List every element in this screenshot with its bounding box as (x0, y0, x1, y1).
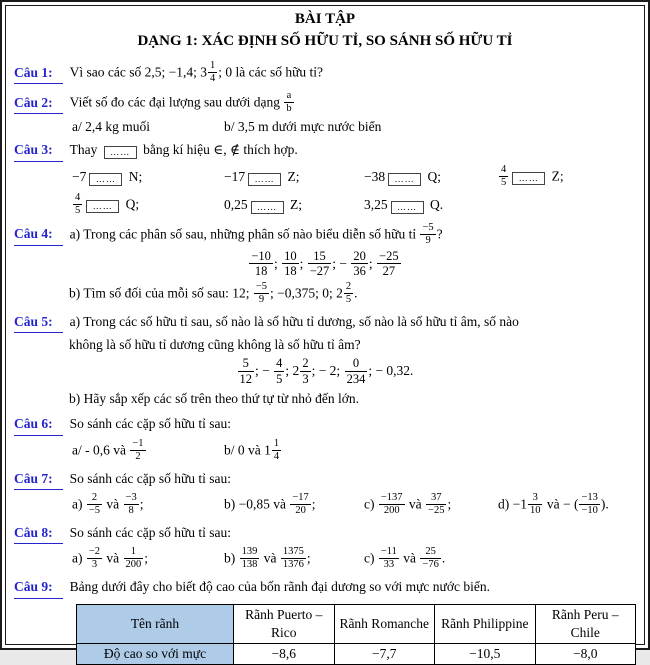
question-cell: −7 …… N; (72, 168, 143, 184)
question-label: Câu 1: (14, 63, 63, 84)
questions-list (14, 61, 636, 599)
fraction-numerator: 15 (308, 249, 332, 264)
question-cau-9 (14, 577, 636, 598)
fraction-numerator: −5 (254, 281, 269, 294)
question-line: Câu 7: So sánh các cặp số hữu tỉ sau: (14, 469, 636, 490)
fraction-denominator: 18 (284, 264, 297, 279)
question-cell: −38 …… Q; (364, 168, 441, 184)
fraction (271, 438, 282, 463)
fraction-numerator: 2 (302, 356, 309, 371)
fraction-numerator: 4 (276, 356, 283, 371)
fraction-denominator: 36 (353, 264, 366, 279)
dotted-box: …… (89, 173, 122, 186)
fraction (425, 492, 447, 517)
question-line: Câu 3: Thay …… bằng kí hiệu ∈, ∉ thích hợp. (14, 140, 636, 161)
fraction-numerator: −25 (379, 248, 399, 263)
question-line: b) Hãy sắp xếp các số trên theo thứ tự từ nhỏ đến lớn. (69, 391, 360, 406)
table-cell: Rãnh Philippine (435, 604, 536, 643)
dotted-box: …… (251, 201, 284, 214)
page-title: BÀI TẬP (294, 11, 356, 27)
table-cell: Rãnh Peru – Chile (535, 604, 636, 643)
question-cell: $\frac{4}{5}$ …… Q; (72, 193, 224, 218)
question-line: $\frac{5}{12}$ ; − $\frac{4}{5}$ ; 2 $\frac{2}{3}$ ; − 2; $\frac{0}{234}$ ; − 0,32. (14, 357, 636, 387)
fraction-denominator: 8 (128, 504, 134, 516)
question-cell: 3,25 …… Q. (364, 196, 444, 212)
table-row-header: Độ cao so với mực (77, 644, 234, 665)
fraction-numerator: 5 (238, 356, 255, 371)
question-line: Câu 5: a) Trong các số hữu tỉ sau, số nào là số hữu tỉ dương, số nào là số hữu tỉ âm, số nào (14, 312, 636, 333)
fraction-denominator: −27 (309, 264, 330, 279)
fraction-denominator: 1376 (282, 559, 304, 571)
question-line: b) Tìm số đối của mỗi số sau: 12; $\frac{-5}{9}$ ; −0,375; 0; 2 $\frac{2}{5}$ . (69, 280, 358, 305)
question-cell: 0,25 …… Z; (224, 196, 302, 212)
dotted-box: …… (388, 173, 421, 186)
fraction (239, 546, 261, 571)
fraction (299, 356, 311, 386)
fraction-numerator: 1 (208, 60, 217, 73)
fraction-numerator: 1375 (281, 546, 306, 559)
question-label: Câu 9: (14, 577, 63, 598)
fraction-denominator: 20 (295, 504, 306, 516)
question-label: Câu 7: (14, 469, 63, 490)
question-row (72, 547, 636, 572)
question-cell: c) $\frac{-11}{33}$ và $\frac{25}{-76}$ . (364, 546, 446, 571)
fraction-denominator: 9 (425, 234, 431, 246)
question-cell: a) $\frac{-2}{3}$ và $\frac{1}{200}$ ; (72, 546, 149, 571)
fraction-denominator: b (286, 103, 292, 115)
question-cell: −17 …… Z; (224, 168, 300, 184)
table-cell: Rãnh Puerto – Rico (234, 604, 335, 643)
table-cell: −7,7 (334, 644, 435, 665)
fraction (344, 356, 369, 386)
fraction-numerator: 25 (420, 546, 440, 559)
ocean-trench-table (76, 604, 636, 665)
fraction (419, 546, 441, 571)
fraction (281, 249, 300, 279)
fraction (253, 281, 270, 306)
fraction (123, 492, 140, 517)
question-row (72, 493, 636, 518)
fraction-numerator: 4 (499, 164, 508, 177)
fraction (578, 492, 600, 517)
fraction-numerator: 1 (124, 546, 144, 559)
question-cell: c) $\frac{-137}{200}$ và $\frac{37}{-25}$ ; (364, 491, 452, 516)
fraction (283, 90, 294, 115)
fraction-numerator: 2 (87, 492, 102, 505)
question-line: Câu 4: a) Trong các phân số sau, những phân số nào biểu diễn số hữu tỉ $\frac{-5}{9}$ ? (14, 221, 443, 246)
question-row (72, 439, 636, 464)
fraction-denominator: 5 (345, 293, 352, 305)
fraction-denominator: 10 (529, 504, 541, 516)
question-cau-4 (14, 223, 636, 307)
table-cell: Rãnh Romanche (334, 604, 435, 643)
fraction-denominator: 200 (125, 559, 142, 571)
question-cell: a/ 2,4 kg muối (72, 119, 150, 135)
question-cell: $\frac{4}{5}$ …… Z; (498, 165, 636, 190)
table-cell: −8,6 (234, 644, 335, 665)
question-line: không là số hữu tỉ dương cũng không là số hữu tỉ âm? (69, 337, 361, 352)
fraction-numerator: 0 (345, 356, 368, 371)
question-row (72, 193, 636, 218)
fraction-denominator: −10 (581, 504, 598, 516)
table-row-header: Tên rãnh (77, 604, 234, 643)
fraction-numerator: 20 (353, 248, 366, 263)
fraction-numerator: −11 (379, 546, 399, 559)
question-line: Câu 1: Vì sao các số 2,5; −1,4; 3 $\frac{1}{4}$ ; 0 là các số hữu tỉ? (14, 60, 324, 85)
fraction (207, 60, 218, 85)
fraction (498, 164, 509, 189)
fraction-numerator: −1 (130, 438, 145, 451)
fraction-numerator: 1 (272, 438, 281, 451)
question-label: Câu 6: (14, 414, 63, 435)
fraction (273, 356, 285, 386)
question-cell: b/ 0 và 1 $\frac{1}{4}$ (224, 439, 364, 464)
fraction-numerator: 37 (426, 492, 446, 505)
fraction (123, 546, 145, 571)
question-cau-6 (14, 414, 636, 463)
dotted-box: …… (248, 173, 281, 186)
fraction-numerator: 3 (528, 492, 543, 505)
question-cell: b) $\frac{139}{138}$ và $\frac{1375}{1376}$ ; (224, 546, 311, 571)
fraction-denominator: 2 (135, 450, 141, 462)
fraction-denominator: 234 (346, 371, 366, 386)
fraction-denominator: −5 (88, 504, 101, 516)
dotted-box: …… (391, 201, 424, 214)
fraction (86, 546, 103, 571)
fraction-numerator: 4 (73, 192, 82, 205)
fraction (237, 356, 256, 386)
fraction-denominator: 12 (239, 371, 253, 386)
question-cell: a) $\frac{2}{-5}$ và $\frac{-3}{8}$ ; (72, 491, 144, 516)
question-cau-1 (14, 61, 636, 86)
question-label: Câu 8: (14, 523, 63, 544)
question-cell: d) −1 $\frac{3}{10}$ và − ( $\frac{-13}{-10}$ ). (498, 491, 609, 516)
fraction-denominator: 33 (383, 559, 395, 571)
fraction-denominator: 4 (273, 450, 280, 462)
fraction-denominator: 3 (302, 371, 309, 386)
question-cau-3 (14, 140, 636, 218)
fraction-numerator: 10 (284, 248, 297, 263)
question-cell: b) −0,85 và $\frac{-17}{20}$ ; (224, 491, 316, 516)
fraction (248, 249, 274, 279)
fraction (343, 281, 354, 306)
fraction-numerator: −17 (290, 492, 310, 505)
fraction-denominator: −25 (428, 504, 445, 516)
page (5, 5, 645, 662)
question-label: Câu 3: (14, 140, 63, 161)
fraction-numerator: a (284, 90, 293, 103)
question-line: Câu 9: Bảng dưới đây cho biết độ cao của bốn rãnh đại dương so với mực nước biển. (14, 577, 636, 598)
question-line: $\frac{-10}{18}$ ; $\frac{10}{18}$ ; $\frac{15}{-27}$ ; − $\frac{20}{36}$ ; $\frac{-25}{27}$ (14, 250, 636, 280)
fraction (72, 192, 83, 217)
fraction-denominator: −76 (422, 559, 439, 571)
question-row (72, 165, 636, 190)
fraction (289, 492, 311, 517)
fraction-denominator: 27 (382, 264, 396, 279)
fraction (280, 546, 307, 571)
fraction-numerator: −13 (579, 492, 599, 505)
question-cau-7 (14, 469, 636, 518)
fraction (378, 492, 406, 517)
question-cau-5 (14, 312, 636, 410)
fraction (350, 249, 369, 279)
question-label: Câu 2: (14, 93, 63, 114)
fraction-denominator: 5 (501, 176, 507, 188)
fraction (376, 249, 402, 279)
dotted-box: …… (512, 172, 545, 185)
question-cau-2 (14, 91, 636, 135)
fraction (527, 492, 544, 517)
fraction-numerator: 139 (240, 546, 260, 559)
question-cell: a/ - 0,6 và $\frac{-1}{2}$ (72, 439, 224, 464)
fraction (86, 492, 103, 517)
fraction-denominator: 3 (91, 559, 98, 571)
fraction-denominator: 5 (75, 204, 81, 216)
question-cau-8 (14, 523, 636, 572)
dotted-box: …… (104, 146, 137, 159)
fraction-denominator: 4 (209, 73, 216, 85)
table-cell: −10,5 (435, 644, 536, 665)
table-row (77, 604, 636, 643)
fraction-denominator: 9 (258, 293, 265, 305)
fraction-denominator: 200 (383, 504, 400, 516)
question-line: Câu 6: So sánh các cặp số hữu tỉ sau: (14, 414, 636, 435)
fraction-denominator: 138 (241, 559, 258, 571)
fraction-numerator: −5 (420, 222, 435, 235)
question-cell: b/ 3,5 m dưới mực nước biển (224, 119, 382, 135)
question-line: Câu 8: So sánh các cặp số hữu tỉ sau: (14, 523, 636, 544)
question-row (72, 119, 636, 135)
question-label: Câu 4: (14, 224, 63, 245)
section-title: DẠNG 1: XÁC ĐỊNH SỐ HỮU TỈ, SO SÁNH SỐ HỮU TỈ (137, 33, 513, 49)
fraction-numerator: −3 (124, 492, 139, 505)
question-label: Câu 5: (14, 312, 63, 333)
fraction-denominator: 18 (254, 264, 268, 279)
fraction (419, 222, 436, 247)
fraction-denominator: 5 (276, 371, 283, 386)
question-line: Câu 2: Viết số đo các đại lượng sau dưới dạng $\frac{a}{b}$ (14, 91, 636, 116)
table-row (77, 644, 636, 665)
fraction (378, 546, 400, 571)
fraction-numerator: −137 (379, 492, 405, 505)
fraction-numerator: −10 (251, 248, 271, 263)
fraction-numerator: −2 (87, 546, 102, 559)
fraction (307, 249, 333, 279)
fraction (129, 438, 146, 463)
table-cell: −8,0 (535, 644, 636, 665)
dotted-box: …… (86, 200, 119, 213)
fraction-numerator: 2 (344, 281, 353, 294)
